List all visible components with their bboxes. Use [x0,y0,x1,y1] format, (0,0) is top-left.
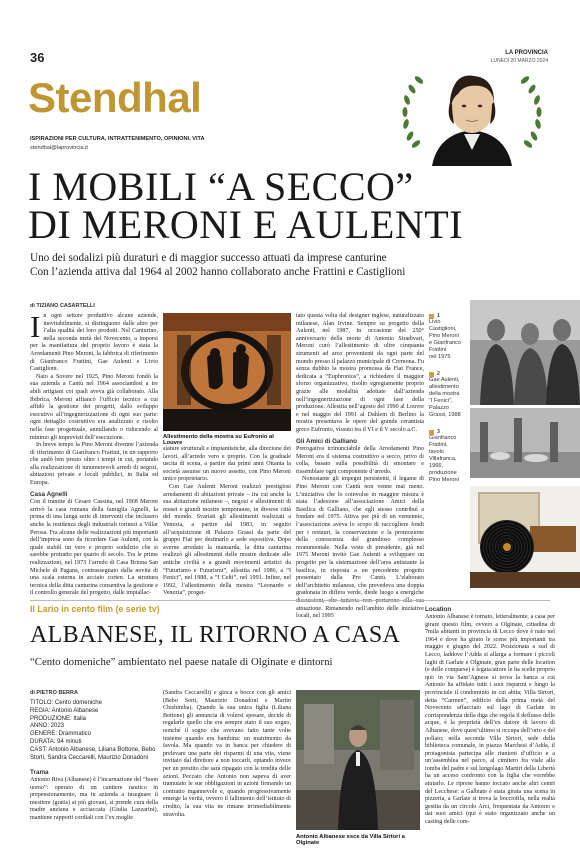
issue-date: LUNEDÌ 20 MARZO 2024 [490,58,548,64]
body-paragraph: Con Gae Aulenti Meroni realizzò prestigiosi arredamenti di abitazioni private – tra cui anche la sua abitazione milanese –, negozi e allestimenti di musei e grandi mostre temporanee, in diverse città del mondo. Svariati gli allestimenti realizzati a Venezia, a partire dal 1983, in seguito all’acquisizione di Palazzo Grassi da parte del gruppo Fiat per destinarlo a sede espositiva. Dopo averne arredato la mansarda, la ditta canturina realizzò gli allestimenti delle mostre dedicate alle antiche civiltà e a grandi movimenti artistici da “Futurismo e Futurismi”, allestita nel 1986, a “I Fenici”, nel 1988, a “I Celti”, nel 1991. Infine, nel 1992, l’allestimento della mostra “Leonardo e Venezia”, proget- [163,483,291,597]
article1-column-2 [163,446,291,596]
fact-genre: GENERE: Drammatico [30,731,92,738]
subheading-amici-galliano: Gli Amici di Galliano [296,437,357,445]
film-fact-sheet [30,700,158,762]
article2-subhead: “Cento domeniche” ambientato nel paese natale di Olginate e dintorni [30,656,333,668]
subheading-location: Location [425,606,452,613]
fact-production: PRODUZIONE: Italia [30,715,87,722]
eufronio-exhibit-image [163,313,291,431]
article2-location [425,606,555,846]
image-caption: Antonio Albanese esce da Villa Sirtori a Olginate [296,834,405,846]
subhead-line-1: Uno dei sodalizi più duraturi e di maggior successo attuati da imprese canturine [30,252,387,264]
article2-trama [30,766,158,846]
body-paragraph: Antonio Albanese è tornato, letteralmente, a casa per girare questo film, ovvero a Olginate, cittadina di 7mila abitanti in provincia di Lecco dove è nato nel 1964 e dove ha girato le scene più importanti tra maggio e giugno del 2022. Posizionata a sud di Lecco, laddove l’Adda si allarga a formare i piccoli laghi di Garlate e Olginate, gran parte delle location (e delle comparse) è legata/attore le ha scelte proprio qui: in via Sant’Agnese si trova la banca a cui Antonio ha affidato tutti i suoi risparmi e lungo la provinciale il condominio in cui abita; Villa Sirtori, detta “Carmen”, edificio della prima metà del Novecento affacciato sul lago di Garlate in corrispondenza della diga che regola il deflusso delle acque, è la proprietà dell’ex datore di lavoro di Albanese, dove quest’ultimo si occupa dell’orto e del pollaio; nella seconda Villa Sirtori, sede della biblioteca comunale, in piazza Marchesi d’Adda, il protagonista partecipa alle riunioni d’ufficio e a un’assemblea nel parco, al cimitero fra viale alla tomba del padre e sul lungolago Martiri della Libertà ha un acceso confronto con la figlia che vorrebbe aiutarlo. Le riprese hanno toccato anche altri centri del Lecchese: a Galbiate è stata girata una scena in pizzeria, a Garlate si trova la bocciofila, nella realtà gestita da un circolo Arci, frequentata da Antonio e dai suoi amici (qui è stato organizzato anche un casting delle com- [425,614,555,826]
byline: di TIZIANO CASARTELLI [30,303,95,309]
fact-title: TITOLO: Cento domeniche [30,700,102,706]
fact-duration: DURATA: 94 minuti [30,738,82,745]
article2-kicker: Il Lario in cento film (e serie tv) [30,604,160,614]
headline-line-2: DI MERONI E AULENTI [28,202,463,247]
subhead-line-2: Con l’azienda attiva dal 1964 al 2002 hanno collaborato anche Frattini e Castiglioni [30,265,406,278]
fact-year: ANNO: 2023 [30,723,65,730]
photo-credits [429,313,469,484]
article1-headline [28,164,558,247]
fact-cast: CAST: Antonio Albanese, Liliana Bottone, Bebo Storti, Sandra Ceccarelli, Maurizio Donadoni [30,746,156,761]
body-paragraph: Con il tramite di Cesare Cassina, nel 1968 Meroni arrivò la casa romana della famiglia Agnelli, la prima di una lunga serie di interventi che inclusero anche la residenza degli industriali torinesi a Villar Perosa. Fra alcune delle realizzazioni più importanti dell’impresa sono da ricordare Gae Aulenti, con la quale stabilì un vero e proprio sodalizio che si sarebbe protratto per quarto di secolo. Tra le prime realizzazioni, nel 1973 l’arredo di Casa Briona San Michele di Pagana, contrassegnato dalla novità di una scala esterna in acciaio corten. La struttura tecnica della ditta canturina consentiva la gestione e il controllo generale del progetto, dalle impiallac- [30,499,158,597]
photo-credit-1: 1 Livio Castiglioni, Pino Meroni e Gianfranco Frattini nel 1975 [429,313,462,360]
body-paragraph: tato questa volta dal designer inglese, naturalizzato milanese, Alan Irvine. Sempre su progetto della Aulenti, nel 1987, in occasione del 250° anniversario della morte di Antonio Stradivari, Meroni curò l’allestimento di oltre cinquanta strumenti ad arco provenienti da ogni parte del mondo presso il palazzo municipale di Cremona. Fu senza dubbio la mostra promossa da Fiat France, dedicata a “Euphronios”, a richiedere il maggior sforzo organizzativo, risolto egregiamente proprio grazie alle modalità adottate dall’azienda nell’ingegnerizzazione di ogni fase della produzione. Allestita nell’agosto del 1990 al Louvre e nel maggio del 1991 al Dahlem di Berlino la mostra presentava le opere del grande ceramista greco Eufronio, vissuto tra il VI e il V secolo a.C. [296,313,424,433]
article2-headline: ALBANESE, IL RITORNO A CASA [30,622,401,648]
body-paragraph: siature strutturali e impiantistiche, alla direzione dei lavori, all’arredo vero e proprio. Con la graduale uscita di scena, a partire dai primi anni Ottanta la società assunse un nuovo assetto, con Pino Meroni unico proprietario. [163,446,291,483]
photo-credit-2: 2 Gae Aulenti, allestimento della mostra “I Fenici”, Palazzo Grassi, 1988 [429,371,461,418]
article1-column-1 [30,309,158,597]
article1-column-3 [296,313,424,620]
body-paragraph: Nato a Sovere nel 1925, Pino Meroni fondò la sua azienda a Cantù nel 1964 associandosi a tre abili artigiani coi quali aveva già collaborato. Alla Ibibrica, Meroni affiancò l’ufficio tecnico a cui affidò la gestione dei progetti, dallo sviluppo esecutivo all’ingegnerizzazione di ogni suo parte: ogni dettaglio costruttivo era analizzato e risolto nella fase progettuale, annullando o riducendo al minimo gli imprevisti dell’esecuzione. [30,373,158,441]
page-number: 36 [30,50,45,65]
section-title: Stendhal [28,74,202,121]
article2-column-2: (Sandra Ceccarelli) e gioca a bocce con gli amici (Bebo Sorti, Maurizio Donadoni e Martin Chishimba). Quando la sua unica figlia (Liliana Bottone) gli annuncia di volersi sposare, decide di regalarle quello che era sempre stato il suo sogno, nonché il sogno che avevano fatto tante volte insieme quando era bambina: un matrimonio da favola. Ma quando va in banca per chiedere di prelevare una parte dei risparmi di una vita, viene invitato dal direttore a non toccarli, optando invece per un prestito che sarà ripagato con la rendita delle azioni. Peccato che Antonio non sapeva di aver tramutato le sue obbligazioni in azioni firmando un contratto ingannevole e, quando progressivamente emerge la verità, ovvero il fallimento dell’istituto di credito, la sua vita ne rimane irrimediabilmente stravolta. [163,690,291,818]
body-paragraph: Antonio Riva (Albanese) è l’incarnazione del “buon uomo”: operaio di un cantiere nautico in prepensionamento, ma in azienda a insegnare il mestiere (gratis) ai più giovani, si prende cura della madre anziana e acciaccata (Giulia Lazzarini), mantiene rapporti cordiali con l’ex moglie [30,777,158,821]
photo-mostra-fenici [470,408,580,478]
body-paragraph: Prerogativa irrinunciabile della Arredamenti Pino Meroni era il sistema costruttivo a secco, privo di colla, basato sulla possibilità di smontare e rissemblare ogni componente d’arredo. [296,446,424,475]
subheading-casa-agnelli: Casa Agnelli [30,490,68,498]
body-paragraph: In breve tempo la Pino Meroni divenne l’azienda di riferimento di Gianfranco Frattini, in un rapporto che andò ben presto oltre i tempi in cui, portando alla realizzazione di innumerevoli arredi di negozi, abitazioni private e locali pubblici, in Italia ed Europa. [30,442,158,487]
photo-castiglioni-meroni-frattini [470,300,580,405]
albanese-villa-sirtori-photo [296,690,420,830]
body-paragraph: Nonostante gli impegni persistenti, il legame di Pino Meroni con Cantù non venne mai meno. L’iniziativa che lo coinvolse in maggior misura è stata l’adesione all’associazione Amici della Basilica di Galliano, che egli stesso contribuì a fondare nel 1975. Attiva per più di un ventennio, l’associazione aveva lo scopo di raccogliere fondi per i restauri, la conservazione e la promozione della conoscenza del grandioso complesso monumentale. Nella veste di presidente, già nel 1975 Meroni invitò Gae Aulenti a sviluppare un progetto per la sistemazione dell’area antistante la basilica, in risposta a un precedente progetto presentato dalla Pro Cantù. L’elaborato dell’architetto milanese, che prevedeva una doppia gradonata in differa verde, diede luogo a energiche attuazione. Rimanendo nell’ambito delle iniziative locali, nel 1995 [296,476,424,620]
stendhal-portrait [388,58,556,166]
article1-subhead [30,252,560,279]
newspaper-name: LA PROVINCIA [505,50,548,56]
photo-tavolo-villafranca [470,486,580,588]
body-paragraph: n ogni settore produttivo alcune aziende, inevitabilmente, si distinguono dalle altre per l’alta qualità dei loro prodotti. Nel Canturino, nella seconda metà del Novecento, a imporsi per la manifattura del proprio lavoro è stata la Arredamenti Pino Meroni, la fabbrica di riferimento di Gianfranco Frattini, Gae Aulenti e Livio Castiglioni. [30,313,158,373]
photo-credit-3: 3 Gianfranco Frattini, tavolo Villafranca, 1966, produzione Pino Meroni [429,429,459,483]
section-tagline: ISPIRAZIONI PER CULTURA, INTRATTENIMENTO, OPINIONI, VITA [30,136,205,142]
section-email: stendhal@laprovincia.it [30,145,88,151]
drop-cap: I [30,309,41,344]
article2-byline: di PIETRO BERRA [30,690,78,696]
fact-director: REGIA: Antonio Albanese [30,707,99,714]
headline-line-1: I MOBILI “A SECCO” [28,164,414,209]
image-caption: Allestimento della mostra su Eufronio al Louvre [163,434,274,446]
subheading-trama: Trama [30,769,49,776]
